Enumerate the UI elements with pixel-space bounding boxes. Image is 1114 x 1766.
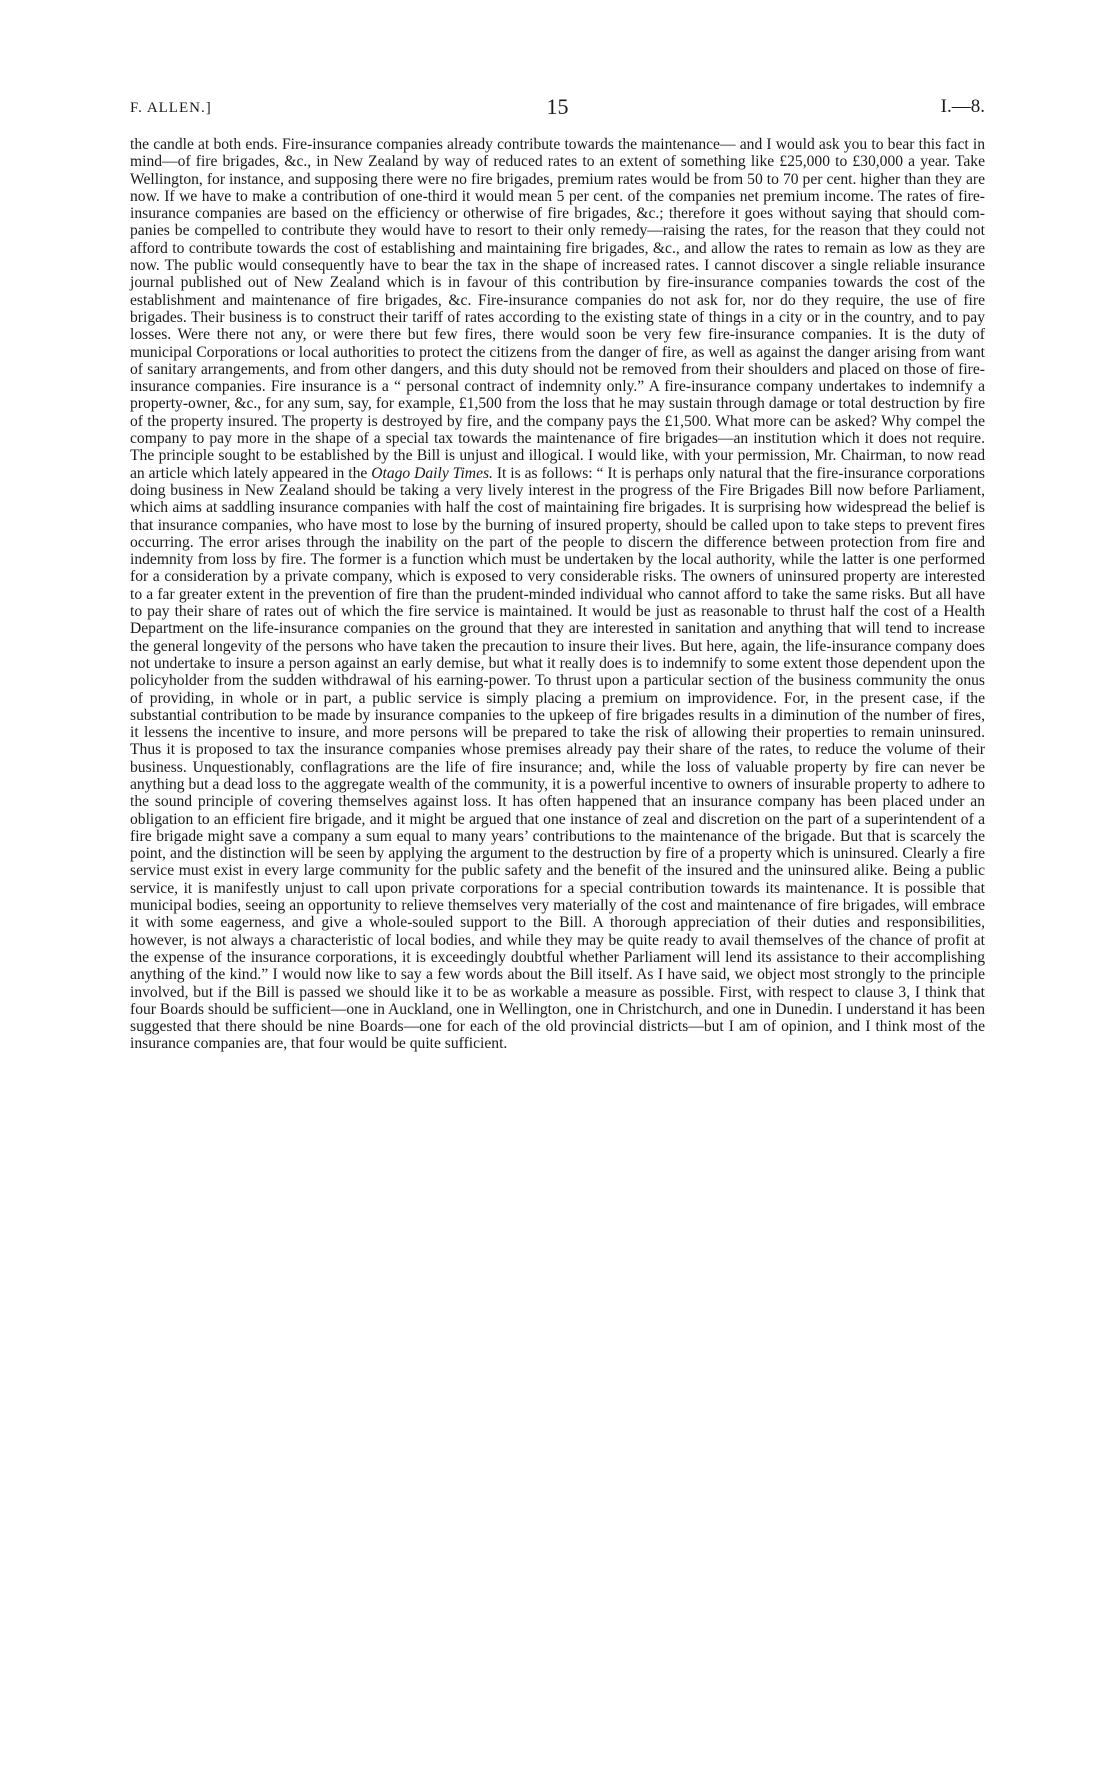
newspaper-title: Otago Daily Times. (371, 464, 493, 482)
evidence-paragraph (130, 136, 985, 1053)
witness-name: F. ALLEN.] (130, 100, 212, 116)
paper-reference: I.—8. (940, 96, 985, 117)
paragraph-text-part-2: It is as follows: “ It is perhaps only natural that the fire-insurance corporations doing business in New Zealand should be taking a very lively interest in the progress of the Fire Brigades Bill now before Parliament, which aims at saddling insurance companies with half the cost of maintaining fire brigades. It is surprising how widespread the belief is that insurance companies, who have most to lose by the burning of insured property, should be called upon to take steps to prevent fires occurring. The error arises through the inability on the part of the people to discern the difference between protection from fire and indemnity from loss by fire. The former is a function which must be undertaken by the local authority, while the latter is one performed for a consideration by a private company, which is exposed to very considerable risks. The owners of uninsured property are interested to a far greater extent in the prevention of fire than the prudent-minded individual who cannot afford to take the same risks. But all have to pay their share of rates out of which the fire service is maintained. It would be just as reasonable to thrust half the cost of a Health Department on the life-insurance companies on the ground that they are interested in sanitation and anything that will tend to increase the general longevity of the persons who have taken the precaution to insure their lives. But here, again, the life-insurance company does not undertake to insure a person against an early demise, but what it really does is to indemnify to some extent those dependent upon the policyholder from the sudden withdrawal of his earning-power. To thrust upon a particular section of the business community the onus of providing, in whole or in part, a public service is simply placing a premium on improvidence. For, in the present case, if the substantial contribution to be made by insurance companies to the upkeep of fire brigades results in a diminution of the number of fires, it lessens the incentive to insure, and more persons will be prepared to take the risk of allowing their properties to remain uninsured. Thus it is proposed to tax the insurance companies whose premises already pay their share of the rates, to reduce the volume of their business. Unquestionably, conflagrations are the life of fire insurance; and, while the loss of valuable property by fire can never be anything but a dead loss to the aggregate wealth of the community, it is a powerful incentive to owners of insurable property to adhere to the sound principle of covering themselves against loss. It has often happened that an insurance company has been placed under an obligation to an efficient fire brigade, and it might be argued that one instance of zeal and discretion on the part of a superintendent of a fire brigade might save a company a sum equal to many years’ contributions to the maintenance of the brigade. But that is scarcely the point, and the distinction will be seen by applying the argument to the destruction by fire of a property which is uninsured. Clearly a fire service must exist in every large community for the public safety and the benefit of the insured and the uninsured alike. Being a public service, it is manifestly unjust to call upon private corporations for a special contribution towards its maintenance. It is possible that municipal bodies, seeing an opportunity to relieve themselves very materially of the cost and maintenance of fire brigades, will embrace it with some eagerness, and give a whole-souled support to the Bill. A thorough appreciation of their duties and responsibilities, however, is not always a characteristic of local bodies, and while they may be quite ready to avail themselves of the chance of profit at the expense of the insurance corporations, it is exceedingly doubtful whether Parliament will lend its assistance to their accomplishing anything of the kind.” I would now like to say a few words about the Bill itself. As I have said, we object most strongly to the principle involved, but if the Bill is passed we should like it to be as workable a measure as possible. First, with respect to clause 3, I think that four Boards should be sufficient—one in Auckland, one in Wellington, one in Christchurch, and one in Dunedin. I understand it has been suggested that there should be nine Boards—one for each of the old provincial districts—but I am of opinion, and I think most of the insurance companies are, that four would be quite sufficient. (130, 464, 985, 1053)
running-head (130, 96, 985, 124)
page-number: 15 (546, 94, 569, 119)
document-page (130, 96, 985, 1053)
paragraph-text-part-1: the candle at both ends. Fire-insurance companies already contribute towards the maintenance— and I would ask you to bear this fact in mind—of fire brigades, &c., in New Zealand by way of reduced rates to an extent of something like £25,000 to £30,000 a year. Take Wellington, for instance, and supposing there were no fire brigades, premium rates would be from 50 to 70 per cent. higher than they are now. If we have to make a contribution of one-third it would mean 5 per cent. of the companies net premium income. The rates of fire-insurance companies are based on the efficiency or otherwise of fire brigades, &c.; therefore it goes without saying that should companies be compelled to contribute they would have to resort to their only remedy—raising the rates, for the reason that they could not afford to contribute towards the cost of establishing and maintaining fire brigades, &c., and allow the rates to remain as low as they are now. The public would consequently have to bear the tax in the shape of increased rates. I cannot discover a single reliable insurance journal published out of New Zealand which is in favour of this contribution by fire-insurance companies towards the cost of the establishment and maintenance of fire brigades, &c. Fire-insurance companies do not ask for, nor do they require, the use of fire brigades. Their business is to construct their tariff of rates according to the existing state of things in a city or in the country, and to pay losses. Were there not any, or were there but few fires, there would soon be very few fire-insurance companies. It is the duty of municipal Corporations or local authorities to protect the citizens from the danger of fire, as well as against the danger arising from want of sanitary arrangements, and from other dangers, and this duty should not be removed from their shoulders and placed on those of fire-insurance companies. Fire insurance is a “ personal contract of indemnity only.” A fire-insurance company undertakes to indemnify a property-owner, &c., for any sum, say, for example, £1,500 from the loss that he may sustain through damage or total destruction by fire of the property insured. The property is destroyed by fire, and the company pays the £1,500. What more can be asked? Why compel the company to pay more in the shape of a special tax towards the maintenance of fire brigades—an institution which it does not require. The principle sought to be established by the Bill is unjust and illogical. I would like, with your permission, Mr. Chairman, to now read an article which lately appeared in the (130, 136, 985, 482)
